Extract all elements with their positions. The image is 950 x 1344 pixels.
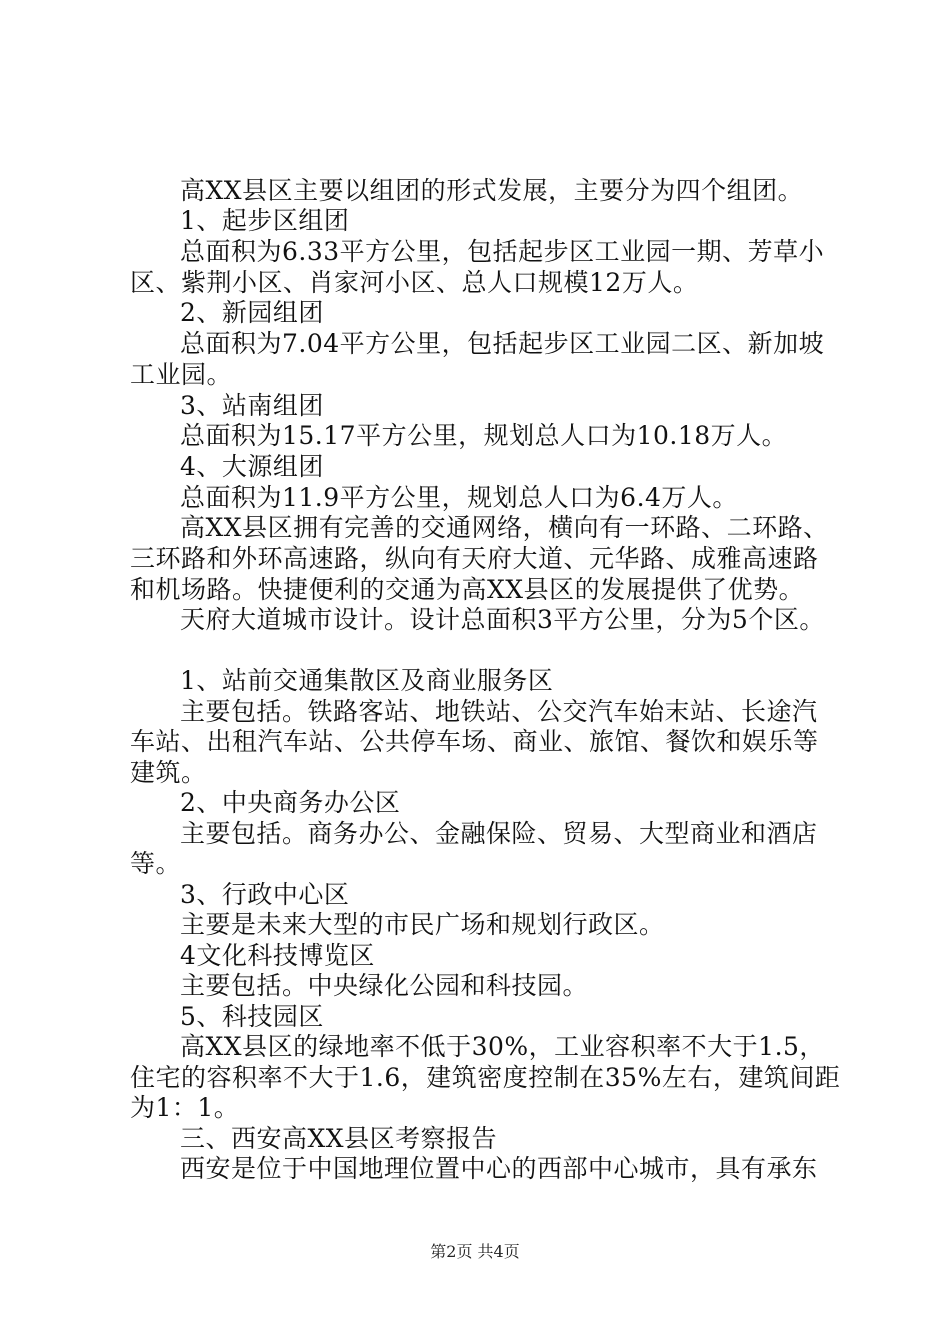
section-heading: 3、站南组团 (180, 391, 324, 420)
paragraph-line: 车站、出租汽车站、公共停车场、商业、旅馆、餐饮和娱乐等 (130, 727, 819, 756)
paragraph-line: 主要包括。商务办公、金融保险、贸易、大型商业和酒店 (180, 819, 818, 848)
section-heading: 1、站前交通集散区及商业服务区 (180, 666, 554, 695)
section-heading: 1、起步区组团 (180, 206, 350, 235)
paragraph-line: 总面积为15.17平方公里，规划总人口为10.18万人。 (180, 421, 788, 450)
paragraph-line: 区、紫荆小区、肖家河小区、总人口规模12万人。 (130, 268, 699, 297)
paragraph-line: 主要是未来大型的市民广场和规划行政区。 (180, 910, 665, 939)
section-heading: 2、新园组团 (180, 298, 324, 327)
paragraph-line: 建筑。 (130, 758, 207, 787)
section-heading: 4文化科技博览区 (180, 941, 375, 970)
section-heading: 3、行政中心区 (180, 880, 350, 909)
paragraph-line: 高XX县区的绿地率不低于30%，工业容积率不大于1.5， (180, 1032, 825, 1061)
paragraph-line: 总面积为11.9平方公里，规划总人口为6.4万人。 (180, 483, 738, 512)
section-heading: 4、大源组团 (180, 452, 324, 481)
page-footer: 第2页 共4页 (430, 1242, 520, 1261)
paragraph-line: 等。 (130, 849, 182, 878)
section-heading: 2、中央商务办公区 (180, 788, 401, 817)
paragraph-line: 天府大道城市设计。设计总面积3平方公里，分为5个区。 (180, 605, 825, 634)
paragraph-line: 总面积为6.33平方公里，包括起步区工业园一期、芳草小 (180, 237, 825, 266)
paragraph-line: 工业园。 (130, 360, 233, 389)
paragraph-line: 总面积为7.04平方公里，包括起步区工业园二区、新加坡 (180, 329, 825, 358)
section-heading: 三、西安高XX县区考察报告 (180, 1124, 498, 1153)
paragraph-line: 主要包括。中央绿化公园和科技园。 (180, 971, 589, 1000)
paragraph-line: 三环路和外环高速路，纵向有天府大道、元华路、成雅高速路 (130, 544, 819, 573)
section-heading: 5、科技园区 (180, 1002, 324, 1031)
paragraph-line: 主要包括。铁路客站、地铁站、公交汽车始末站、长途汽 (180, 697, 818, 726)
paragraph-line: 高XX县区拥有完善的交通网络，横向有一环路、二环路、 (180, 513, 829, 542)
paragraph-line: 和机场路。快捷便利的交通为高XX县区的发展提供了优势。 (130, 575, 805, 604)
paragraph-line: 西安是位于中国地理位置中心的西部中心城市，具有承东 (180, 1154, 818, 1183)
paragraph-line: 为1：1。 (130, 1093, 240, 1122)
paragraph-line: 住宅的容积率不大于1.6，建筑密度控制在35%左右，建筑间距 (130, 1063, 841, 1092)
paragraph-line: 高XX县区主要以组团的形式发展，主要分为四个组团。 (180, 176, 804, 205)
